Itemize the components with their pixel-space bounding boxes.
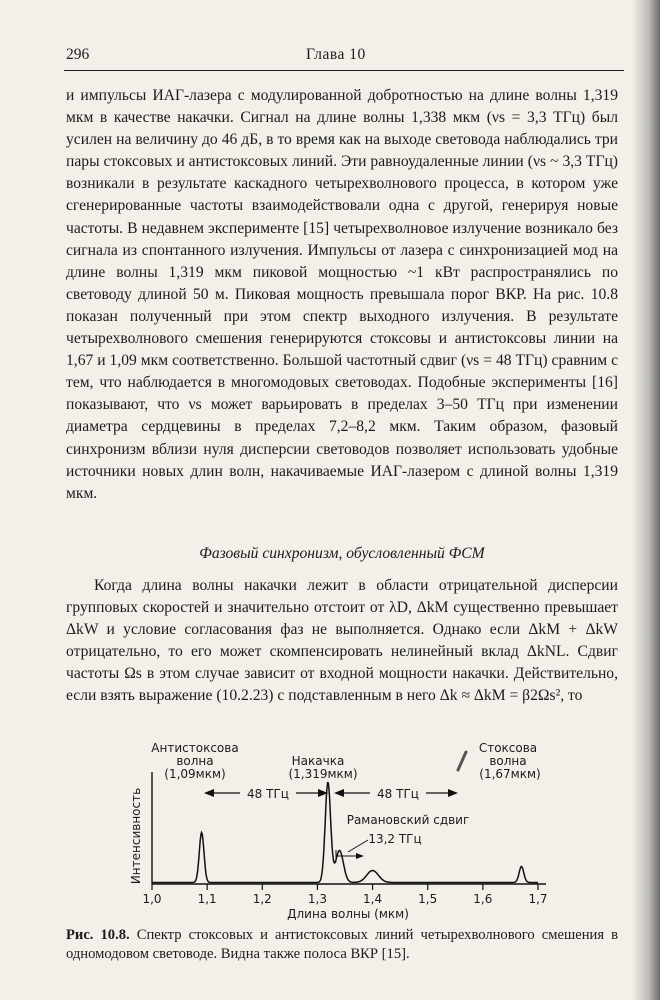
pump-label-line2: (1,319мкм)	[288, 767, 358, 781]
antistokes-label-line3: (1,09мкм)	[164, 767, 226, 781]
antistokes-label-line1: Антистоксова	[151, 741, 239, 755]
x-tick-label: 1,5	[418, 892, 438, 906]
raman-shift-label: Рамановский сдвиг	[346, 813, 470, 827]
x-tick-labels	[142, 892, 547, 906]
page-edge-shadow	[632, 0, 660, 1000]
chapter-title: Глава 10	[306, 46, 366, 63]
x-tick-label: 1,0	[142, 892, 162, 906]
raman-leader-line	[348, 840, 368, 852]
caption-label: Рис. 10.8.	[66, 927, 130, 943]
stokes-label-line2: волна	[489, 754, 527, 768]
shift-left-label: 48 ТГц	[247, 787, 289, 801]
pen-mark	[458, 752, 466, 770]
x-tick-label: 1,2	[252, 892, 272, 906]
raman-shift-value: 13,2 ТГц	[368, 832, 422, 846]
body-paragraph-2: Когда длина волны накачки лежит в области отрицательной дисперсии групповых скоростей и значительно отстоит от λD, ΔkM существенно превышает ΔkW и условие согласования фаз не выполняется. Однако если ΔkM + ΔkW отрицательно, то его может скомпенсировать нелинейный вклад ΔkNL. Сдвиг частоты Ωs в этом случае зависит от входной мощности накачки. Действительно, если взять выражение (10.2.23) с подставленным в него Δk ≈ ΔkM = β2Ωs², то	[66, 577, 618, 705]
stokes-label-line1: Стоксова	[478, 741, 538, 755]
spectrum-line	[152, 783, 538, 883]
x-tick-label: 1,1	[197, 892, 217, 906]
x-axis-label: Длина волны (мкм)	[287, 907, 409, 921]
x-tick-label: 1,3	[307, 892, 327, 906]
header-rule	[64, 70, 624, 71]
x-tick-label: 1,4	[363, 892, 383, 906]
antistokes-label-line2: волна	[176, 754, 214, 768]
section-title: Фазовый синхронизм, обусловленный ФСМ	[199, 545, 485, 562]
pump-label-line1: Накачка	[291, 754, 345, 768]
x-tick-label: 1,7	[528, 892, 548, 906]
spectrum-chart	[120, 738, 560, 928]
y-axis-label: Интенсивность	[129, 787, 143, 885]
page-number: 296	[66, 46, 90, 63]
running-header	[66, 46, 626, 68]
x-ticks	[152, 884, 538, 890]
figure-caption	[66, 926, 618, 964]
stokes-label-line3: (1,67мкм)	[479, 767, 541, 781]
caption-text: Спектр стоксовых и антистоксовых линий четырехволнового смешения в одномодовом световоде. Видна также полоса ВКР [15].	[66, 927, 618, 962]
shift-right-label: 48 ТГц	[377, 787, 419, 801]
figure-10-8	[120, 738, 560, 928]
body-paragraph-1: и импульсы ИАГ-лазера с модулированной добротностью на длине волны 1,319 мкм в качестве накачки. Сигнал на длине волны 1,338 мкм (νs = 3,3 ТГц) был усилен на величину до 46 дБ, в то время как на выходе световода наблюдались три пары стоксовых и антистоксовых линий. Эти равноудаленные линии (νs ~ 3,3 ТГц) возникали в результате каскадного четырехволнового процесса, в котором уже сгенерированные частоты взаимодействовали одна с другой, генерируя новые частоты. В недавнем эксперименте [15] четырехволновое излучение возникало без сигнала из спонтанного излучения. Импульсы от лазера с синхронизацией мод на длине волны 1,319 мкм пиковой мощностью ~1 кВт распространялись по световоду длиной 50 м. Пиковая мощность превышала порог ВКР. На рис. 10.8 показан полученный при этом спектр выходного излучения. В результате четырехволнового смешения генерируются стоксовы и антистоксовы линии на 1,67 и 1,09 мкм соответственно. Большой частотный сдвиг (νs = 48 ТГц) сравним с тем, что наблюдается в многомодовых световодах. Подобные эксперименты [16] показывают, что νs может варьировать в пределах 3–50 ТГц при изменении диаметра сердцевины в пределах 7,2–8,2 мкм. Таким образом, фазовый синхронизм вблизи нуля дисперсии световодов позволяет использовать удобные источники новых длин волн, накачиваемые ИАГ-лазером с длиной волны 1,319 мкм.	[66, 87, 618, 502]
x-tick-label: 1,6	[473, 892, 493, 906]
